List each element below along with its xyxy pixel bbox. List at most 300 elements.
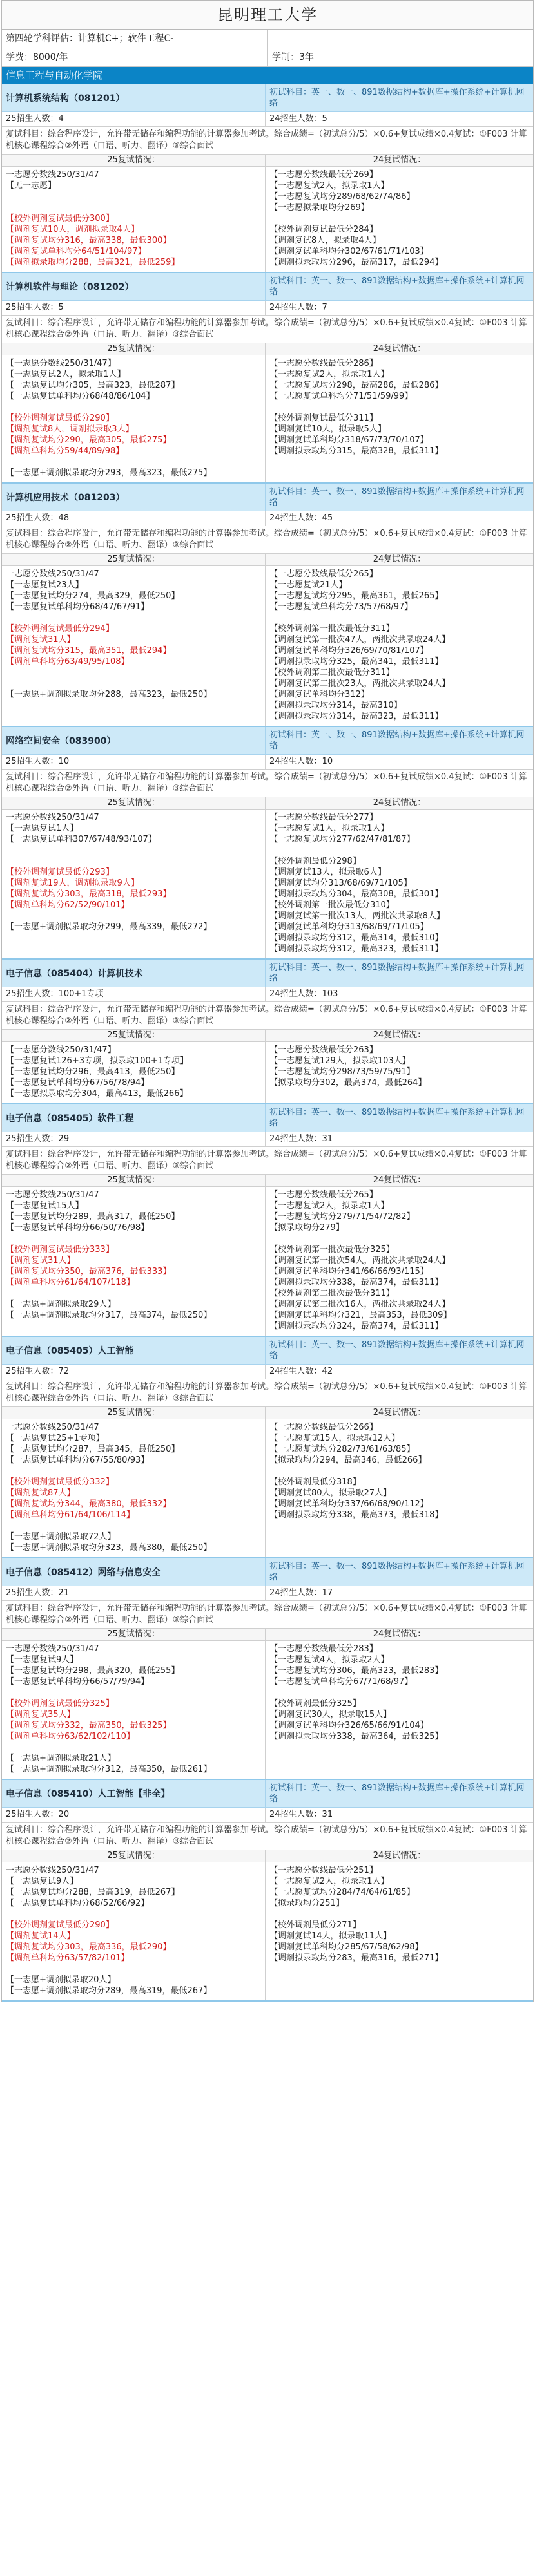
retest-requirements bbox=[2, 1823, 533, 1850]
stat-line: 【调剂拟录取均分315，最高328，最低311】 bbox=[269, 446, 443, 456]
stat-line: 【一志愿复试均分288，最高319，最低267】 bbox=[6, 1888, 180, 1897]
stat-line: 【调剂复试均分315，最高351，最低294】 bbox=[6, 646, 171, 656]
exam-subjects: 初试科目：英一、数一、891数据结构+数据库+操作系统+计算机网络 bbox=[265, 273, 533, 300]
stat-line: 【调剂单科均分59/44/89/98】 bbox=[6, 446, 124, 456]
major-header bbox=[2, 484, 533, 511]
info-row bbox=[2, 30, 533, 48]
stat-line: 【校外调剂最低分271】 bbox=[269, 1920, 361, 1930]
stat-line: 【一志愿+调剂拟录取均分323，最高380，最低250】 bbox=[6, 1543, 212, 1553]
retest-header bbox=[2, 1407, 533, 1419]
stat-line bbox=[6, 678, 261, 689]
stat-line: 【调剂复试均分332，最高350，最低325】 bbox=[6, 1721, 171, 1730]
retest-requirements bbox=[2, 127, 533, 155]
retest-body bbox=[2, 1862, 533, 2000]
stat-line: 【校外调剂最低分318】 bbox=[269, 1477, 361, 1487]
enrollment-25: 25招生人数：5 bbox=[6, 303, 64, 312]
stat-line: 【校外调剂第一批次最低分325】 bbox=[269, 1245, 394, 1255]
stat-line: 【一志愿复试2人，拟录取1人】 bbox=[269, 1201, 389, 1211]
enrollment-24: 24招生人数：7 bbox=[265, 301, 533, 315]
retest-24-heading: 24复试情况： bbox=[265, 343, 533, 355]
stat-line: 【一志愿复试均分298，最高320，最低255】 bbox=[6, 1666, 180, 1676]
stat-line: 【调剂拟录取均分296，最高317，最低294】 bbox=[269, 258, 443, 267]
stat-line: 【校外调剂复试最低分284】 bbox=[269, 225, 378, 234]
stat-line: 【校外调剂复试最低分293】 bbox=[6, 867, 114, 877]
stat-line: 【调剂复试31人】 bbox=[6, 635, 75, 645]
stat-line: 一志愿分数线250/31/47 bbox=[6, 569, 99, 579]
stat-line: 【调剂拟录取均分338，最高374，最低311】 bbox=[269, 1278, 443, 1287]
stat-line: 【校外调剂第一批次最低分311】 bbox=[269, 624, 394, 634]
enrollment-25: 25招生人数：100+1专项 bbox=[6, 989, 104, 999]
exam-subjects: 初试科目：英一、数一、891数据结构+数据库+操作系统+计算机网络 bbox=[265, 1780, 533, 1807]
stat-line: 【一志愿复试均分298/73/59/75/91】 bbox=[269, 1067, 415, 1077]
retest-header bbox=[2, 343, 533, 355]
document-page bbox=[1, 0, 534, 2002]
retest-text: 复试科目：综合程序设计，允许带无储存和编程功能的计算器参加考试。综合成绩=（初试总分/5）×0.6+复试成绩×0.4复试：①F003 计算机核心课程综合②外语（口语、听力、翻译）③综合面试 bbox=[6, 529, 527, 550]
major-block bbox=[2, 1337, 533, 1558]
retest-24-heading: 24复试情况： bbox=[265, 1407, 533, 1419]
stat-line: 【调剂复试第一批次13人，两批次共录取8人】 bbox=[269, 911, 445, 921]
retest-25-column bbox=[2, 1042, 265, 1103]
stat-line: 【调剂拟录取均分325，最高341，最低311】 bbox=[269, 657, 443, 667]
stat-line: 【调剂单科均分63/57/82/101】 bbox=[6, 1953, 130, 1963]
stat-line bbox=[6, 1964, 261, 1975]
stat-line: 【调剂拟录取均分314，最高323，最低311】 bbox=[269, 712, 443, 721]
major-name: 电子信息（085404）计算机技术 bbox=[6, 969, 143, 979]
stat-line: 一志愿分数线250/31/47 bbox=[6, 170, 99, 180]
stat-line: 【调剂复试单科均分64/51/104/97】 bbox=[6, 247, 146, 256]
stat-line: 【拟录取均分279】 bbox=[269, 1223, 344, 1233]
stat-line: 【调剂单科均分61/64/106/114】 bbox=[6, 1510, 135, 1520]
stat-line: 【调剂拟录取均分314，最高310】 bbox=[269, 701, 402, 710]
enrollment-row bbox=[2, 301, 533, 316]
stat-line: 【一志愿复试均分287，最高345，最低250】 bbox=[6, 1444, 180, 1454]
university-title: 昆明理工大学 bbox=[2, 0, 533, 30]
stat-line: 【调剂复试单科均分326/69/70/81/107】 bbox=[269, 646, 429, 656]
stat-line: 【校外调剂最低分298】 bbox=[269, 857, 361, 866]
retest-text: 复试科目：综合程序设计，允许带无储存和编程功能的计算器参加考试。综合成绩=（初试总分/5）×0.6+复试成绩×0.4复试：①F003 计算机核心课程综合②外语（口语、听力、翻译）③综合面试 bbox=[6, 772, 527, 793]
stat-line: 【一志愿复试9人】 bbox=[6, 1877, 79, 1886]
stat-line: 【一志愿分数线250/31/47】 bbox=[6, 359, 116, 368]
retest-text: 复试科目：综合程序设计，允许带无储存和编程功能的计算器参加考试。综合成绩=（初试总分/5）×0.6+复试成绩×0.4复试：①F003 计算机核心课程综合②外语（口语、听力、翻译）③综合面试 bbox=[6, 1005, 527, 1026]
retest-text: 复试科目：综合程序设计，允许带无储存和编程功能的计算器参加考试。综合成绩=（初试总分/5）×0.6+复试成绩×0.4复试：①F003 计算机核心课程综合②外语（口语、听力、翻译）③综合面试 bbox=[6, 129, 527, 151]
stat-line: 【调剂复试单科均分318/67/73/70/107】 bbox=[269, 435, 429, 445]
stat-line: 【调剂复试80人，拟录取27人】 bbox=[269, 1488, 392, 1498]
retest-body bbox=[2, 167, 533, 272]
stat-line: 【调剂拟录取均分288，最高321，最低259】 bbox=[6, 258, 180, 267]
stat-line: 【调剂复试35人】 bbox=[6, 1710, 75, 1719]
stat-line: 【调剂复试87人】 bbox=[6, 1488, 75, 1498]
stat-line: 【一志愿分数线最低分266】 bbox=[269, 1423, 378, 1432]
stat-line: 【一志愿复试均分274，最高329，最低250】 bbox=[6, 591, 180, 601]
retest-25-heading: 25复试情况： bbox=[107, 1408, 160, 1417]
retest-24-heading: 24复试情况： bbox=[265, 155, 533, 166]
enrollment-24: 24招生人数：31 bbox=[265, 1132, 533, 1146]
stat-line: 【一志愿复试单科均分67/56/78/94】 bbox=[6, 1078, 150, 1088]
stat-line: 【调剂复试14人】 bbox=[6, 1931, 75, 1941]
stat-line: 【一志愿+调剂拟录取均分289，最高319，最低267】 bbox=[6, 1986, 212, 1996]
stat-line bbox=[6, 1909, 261, 1920]
stat-line: 【一志愿复试25+1专项】 bbox=[6, 1434, 104, 1443]
stat-line: 【调剂复试10人，调剂拟录取4人】 bbox=[6, 225, 139, 234]
majors-list bbox=[2, 84, 533, 2002]
retest-24-heading: 24复试情况： bbox=[265, 1030, 533, 1041]
enrollment-row bbox=[2, 1808, 533, 1823]
stat-line: 【拟录取均分251】 bbox=[269, 1899, 344, 1908]
college-header: 信息工程与自动化学院 bbox=[2, 67, 533, 84]
stat-line: 【调剂拟录取均分304，最高308，最低301】 bbox=[269, 889, 443, 899]
stat-line: 【调剂复试单科均分302/67/61/71/103】 bbox=[269, 247, 429, 256]
stat-line bbox=[269, 1909, 529, 1920]
retest-24-heading: 24复试情况： bbox=[265, 797, 533, 809]
stat-line: 【调剂复试单科均分337/66/68/90/112】 bbox=[269, 1499, 429, 1509]
stat-line bbox=[269, 1466, 529, 1477]
major-block bbox=[2, 84, 533, 273]
stat-line bbox=[269, 213, 529, 224]
retest-25-heading: 25复试情况： bbox=[107, 798, 160, 808]
major-name: 网络空间安全（083900） bbox=[6, 736, 116, 746]
major-block bbox=[2, 1104, 533, 1337]
stat-line bbox=[269, 1233, 529, 1244]
exam-subjects: 初试科目：英一、数一、891数据结构+数据库+操作系统+计算机网络 bbox=[265, 1558, 533, 1586]
retest-25-column bbox=[2, 1641, 265, 1779]
stat-line: 【一志愿分数线最低分265】 bbox=[269, 569, 378, 579]
stat-line: 【一志愿复试均分296，最高413，最低250】 bbox=[6, 1067, 180, 1077]
stat-line: 【校外调剂复试最低分311】 bbox=[269, 413, 378, 423]
stat-line: 【一志愿复试2人，拟录取1人】 bbox=[269, 181, 389, 191]
stat-line: 【一志愿复试2人，拟录取1人】 bbox=[269, 370, 389, 379]
exam-subjects: 初试科目：英一、数一、891数据结构+数据库+操作系统+计算机网络 bbox=[265, 1337, 533, 1364]
stat-line: 【调剂单科均分63/49/95/108】 bbox=[6, 657, 130, 667]
stat-line: 【调剂复试单科均分313/68/69/71/105】 bbox=[269, 922, 429, 932]
stat-line bbox=[269, 1687, 529, 1698]
stat-line: 【一志愿复试2人，拟录取1人】 bbox=[269, 1877, 389, 1886]
stat-line: 【校外调剂第一批次最低分310】 bbox=[269, 900, 394, 910]
stat-line bbox=[6, 911, 261, 922]
study-length: 学制：3年 bbox=[268, 48, 533, 66]
stat-line: 【一志愿复试均分289/68/62/74/86】 bbox=[269, 192, 415, 202]
major-block bbox=[2, 727, 533, 960]
enrollment-24: 24招生人数：10 bbox=[265, 755, 533, 769]
stat-line: 【校外调剂复试最低分294】 bbox=[6, 624, 114, 634]
stat-line: 【一志愿分数线最低分251】 bbox=[269, 1866, 378, 1875]
stat-line: 【一志愿+调剂拟录取均分299，最高339，最低272】 bbox=[6, 922, 212, 932]
stat-line: 【调剂拟录取均分324，最高374，最低311】 bbox=[269, 1321, 443, 1331]
retest-25-column bbox=[2, 566, 265, 726]
exam-subjects: 初试科目：英一、数一、891数据结构+数据库+操作系统+计算机网络 bbox=[265, 484, 533, 511]
stat-line: 【调剂复试14人，拟录取11人】 bbox=[269, 1931, 392, 1941]
major-header bbox=[2, 84, 533, 112]
retest-24-heading: 24复试情况： bbox=[265, 554, 533, 565]
exam-subjects: 初试科目：英一、数一、891数据结构+数据库+操作系统+计算机网络 bbox=[265, 84, 533, 111]
retest-24-column bbox=[265, 1862, 533, 2000]
retest-25-heading: 25复试情况： bbox=[107, 155, 160, 165]
enrollment-24: 24招生人数：103 bbox=[265, 987, 533, 1001]
retest-requirements bbox=[2, 1601, 533, 1629]
retest-body bbox=[2, 810, 533, 958]
retest-header bbox=[2, 1030, 533, 1042]
stat-line: 【调剂拟录取均分283，最高316，最低271】 bbox=[269, 1953, 443, 1963]
stat-line: 【一志愿复试单科均分66/57/79/94】 bbox=[6, 1677, 150, 1687]
exam-subjects: 初试科目：英一、数一、891数据结构+数据库+操作系统+计算机网络 bbox=[265, 727, 533, 754]
stat-line: 【调剂单科均分63/62/102/110】 bbox=[6, 1732, 135, 1741]
major-name: 电子信息（085405）人工智能 bbox=[6, 1346, 134, 1356]
stat-line: 【一志愿复试单科均分67/55/80/93】 bbox=[6, 1455, 150, 1465]
stat-line: 【校外调剂复试最低分333】 bbox=[6, 1245, 114, 1255]
stat-line: 【一志愿+调剂拟录取21人】 bbox=[6, 1754, 116, 1763]
retest-requirements bbox=[2, 526, 533, 554]
stat-line: 【调剂复试均分290，最高305，最低275】 bbox=[6, 435, 171, 445]
stat-line: 一志愿分数线250/31/47 bbox=[6, 1866, 99, 1875]
stat-line: 【一志愿分数线最低分283】 bbox=[269, 1644, 378, 1654]
stat-line: 【校外调剂复试最低分325】 bbox=[6, 1699, 114, 1709]
stat-line: 【一志愿复试均分277/62/47/81/87】 bbox=[269, 835, 415, 844]
tuition-fee: 学费：8000/年 bbox=[6, 52, 68, 62]
major-header bbox=[2, 1558, 533, 1586]
major-name: 电子信息（085412）网络与信息安全 bbox=[6, 1567, 161, 1578]
discipline-evaluation: 第四轮学科评估：计算机C+；软件工程C- bbox=[6, 33, 174, 44]
retest-25-column bbox=[2, 1862, 265, 2000]
retest-text: 复试科目：综合程序设计，允许带无储存和编程功能的计算器参加考试。综合成绩=（初试总分/5）×0.6+复试成绩×0.4复试：①F003 计算机核心课程综合②外语（口语、听力、翻译）③综合面试 bbox=[6, 318, 527, 339]
retest-24-column bbox=[265, 1042, 533, 1103]
stat-line: 【一志愿分数线最低分263】 bbox=[269, 1045, 378, 1055]
stat-line: 【一志愿+调剂拟录取均分293，最高323，最低275】 bbox=[6, 468, 212, 478]
retest-body bbox=[2, 1641, 533, 1779]
major-name: 电子信息（085405）软件工程 bbox=[6, 1113, 134, 1124]
retest-25-heading: 25复试情况： bbox=[107, 344, 160, 354]
stat-line: 【调剂复试单科均分341/66/66/93/115】 bbox=[269, 1267, 429, 1276]
retest-25-column bbox=[2, 355, 265, 482]
stat-line: 【调剂复试31人】 bbox=[6, 1256, 75, 1265]
stat-line: 【无一志愿】 bbox=[6, 181, 57, 191]
stat-line: 一志愿分数线250/31/47 bbox=[6, 1190, 99, 1200]
enrollment-row bbox=[2, 755, 533, 770]
stat-line: 【调剂复试均分344，最高380，最低332】 bbox=[6, 1499, 171, 1509]
retest-24-column bbox=[265, 1187, 533, 1336]
retest-24-heading: 24复试情况： bbox=[265, 1175, 533, 1186]
stat-line: 【一志愿复试单科均分73/57/68/97】 bbox=[269, 602, 413, 612]
retest-25-heading: 25复试情况： bbox=[107, 1030, 160, 1040]
stat-line: 【一志愿复试单科均分68/47/67/91】 bbox=[6, 602, 150, 612]
retest-25-column bbox=[2, 810, 265, 958]
retest-requirements bbox=[2, 1379, 533, 1407]
retest-body bbox=[2, 1187, 533, 1336]
stat-line: 【调剂拟录取均分312，最高323，最低311】 bbox=[269, 944, 443, 954]
major-name: 计算机系统结构（081201） bbox=[6, 93, 125, 104]
stat-line: 【一志愿复试均分305，最高323，最低287】 bbox=[6, 381, 180, 390]
stat-line: 【拟录取均分302，最高374，最低264】 bbox=[269, 1078, 427, 1088]
exam-subjects: 初试科目：英一、数一、891数据结构+数据库+操作系统+计算机网络 bbox=[265, 1104, 533, 1132]
stat-line: 【校外调剂复试最低分290】 bbox=[6, 413, 114, 423]
stat-line: 【校外调剂复试最低分300】 bbox=[6, 214, 114, 223]
major-name: 计算机软件与理论（081202） bbox=[6, 282, 134, 292]
stat-line bbox=[6, 856, 261, 867]
stat-line: 【一志愿复试1人】 bbox=[6, 824, 79, 833]
stat-line: 【调剂复试均分350，最高376，最低333】 bbox=[6, 1267, 171, 1276]
stat-line: 【一志愿复试1人，拟录取1人】 bbox=[269, 824, 389, 833]
stat-line: 【一志愿复试单科均分68/48/86/104】 bbox=[6, 392, 155, 401]
major-name: 电子信息（085410）人工智能【非全】 bbox=[6, 1789, 170, 1799]
retest-25-column bbox=[2, 1187, 265, 1336]
stat-line bbox=[6, 1288, 261, 1299]
stat-line: 【一志愿复试23人】 bbox=[6, 580, 84, 590]
major-block bbox=[2, 1558, 533, 1780]
major-header bbox=[2, 960, 533, 987]
retest-requirements bbox=[2, 1147, 533, 1175]
major-block bbox=[2, 1780, 533, 2002]
stat-line: 【一志愿+调剂拟录取29人】 bbox=[6, 1300, 116, 1309]
stat-line: 【一志愿拟录取均分304，最高413，最低266】 bbox=[6, 1089, 188, 1099]
stat-line: 一志愿分数线250/31/47 bbox=[6, 1423, 99, 1432]
stat-line: 【一志愿复试单科均分68/52/66/92】 bbox=[6, 1899, 150, 1908]
retest-header bbox=[2, 1629, 533, 1641]
stat-line: 一志愿分数线250/31/47 bbox=[6, 1644, 99, 1654]
stat-line: 【一志愿+调剂拟录取均分312，最高350，最低261】 bbox=[6, 1765, 212, 1774]
major-block bbox=[2, 484, 533, 727]
stat-line bbox=[6, 1687, 261, 1698]
retest-25-heading: 25复试情况： bbox=[107, 554, 160, 564]
stat-line: 【调剂复试均分303，最高336，最低290】 bbox=[6, 1942, 171, 1952]
stat-line: 【调剂复试单科均分326/65/66/91/104】 bbox=[269, 1721, 429, 1730]
stat-line: 【一志愿复试15人，拟录取12人】 bbox=[269, 1434, 400, 1443]
major-block bbox=[2, 960, 533, 1104]
retest-body bbox=[2, 1419, 533, 1557]
retest-25-heading: 25复试情况： bbox=[107, 1851, 160, 1861]
stat-line: 【调剂复试19人，调剂拟录取9人】 bbox=[6, 878, 139, 888]
stat-line: 【一志愿分数线最低分269】 bbox=[269, 170, 378, 180]
enrollment-25: 25招生人数：10 bbox=[6, 757, 70, 766]
stat-line: 【一志愿拟录取均分269】 bbox=[269, 203, 369, 213]
retest-text: 复试科目：综合程序设计，允许带无储存和编程功能的计算器参加考试。综合成绩=（初试总分/5）×0.6+复试成绩×0.4复试：①F003 计算机核心课程综合②外语（口语、听力、翻译）③综合面试 bbox=[6, 1150, 527, 1171]
retest-24-column bbox=[265, 167, 533, 272]
major-header bbox=[2, 1780, 533, 1808]
stat-line: 【一志愿复试均分306，最高323，最低283】 bbox=[269, 1666, 443, 1676]
retest-25-heading: 25复试情况： bbox=[107, 1629, 160, 1639]
stat-line: 【一志愿复试均分284/74/64/61/85】 bbox=[269, 1888, 415, 1897]
stat-line: 【一志愿复试均分289，最高317，最低250】 bbox=[6, 1212, 180, 1222]
stat-line bbox=[269, 402, 529, 413]
stat-line: 【调剂复试单科均分312】 bbox=[269, 690, 369, 699]
stat-line bbox=[6, 457, 261, 468]
stat-line: 【一志愿分数线最低分286】 bbox=[269, 359, 378, 368]
retest-24-column bbox=[265, 566, 533, 726]
stat-line: 【一志愿复试单科均分67/71/68/97】 bbox=[269, 1677, 413, 1687]
enrollment-25: 25招生人数：48 bbox=[6, 513, 70, 523]
stat-line bbox=[269, 845, 529, 856]
retest-24-column bbox=[265, 810, 533, 958]
enrollment-row bbox=[2, 987, 533, 1002]
stat-line: 【一志愿复试均分298，最高286，最低286】 bbox=[269, 381, 443, 390]
stat-line: 【调剂拟录取均分312，最高314，最低310】 bbox=[269, 933, 443, 943]
enrollment-24: 24招生人数：31 bbox=[265, 1808, 533, 1822]
enrollment-24: 24招生人数：42 bbox=[265, 1365, 533, 1379]
stat-line: 【拟录取均分294，最高346，最低266】 bbox=[269, 1455, 427, 1465]
major-header bbox=[2, 273, 533, 301]
retest-header bbox=[2, 155, 533, 167]
stat-line: 【调剂复试单科均分321，最高353，最低309】 bbox=[269, 1311, 452, 1320]
stat-line bbox=[6, 1742, 261, 1753]
stat-line: 【调剂拟录取均分338，最高373，最低318】 bbox=[269, 1510, 443, 1520]
enrollment-25: 25招生人数：72 bbox=[6, 1367, 70, 1376]
stat-line: 【校外调剂复试最低分290】 bbox=[6, 1920, 114, 1930]
stat-line: 【一志愿复试9人】 bbox=[6, 1655, 79, 1665]
enrollment-row bbox=[2, 112, 533, 127]
stat-line: 【调剂复试10人，拟录取5人】 bbox=[269, 424, 386, 434]
retest-text: 复试科目：综合程序设计，允许带无储存和编程功能的计算器参加考试。综合成绩=（初试总分/5）×0.6+复试成绩×0.4复试：①F003 计算机核心课程综合②外语（口语、听力、翻译）③综合面试 bbox=[6, 1825, 527, 1846]
enrollment-row bbox=[2, 1365, 533, 1379]
enrollment-24: 24招生人数：5 bbox=[265, 112, 533, 126]
stat-line: 【一志愿分数线250/31/47】 bbox=[6, 1045, 116, 1055]
enrollment-25: 25招生人数：21 bbox=[6, 1588, 70, 1598]
retest-24-column bbox=[265, 1641, 533, 1779]
stat-line: 【一志愿复试均分279/71/54/72/82】 bbox=[269, 1212, 415, 1222]
enrollment-25: 25招生人数：29 bbox=[6, 1134, 70, 1144]
stat-line: 【调剂复试单科均分285/67/58/62/98】 bbox=[269, 1942, 423, 1952]
empty-cell bbox=[268, 30, 533, 48]
stat-line: 【一志愿分数线最低分277】 bbox=[269, 813, 378, 822]
stat-line: 【调剂复试第一批次54人，两批次共录取24人】 bbox=[269, 1256, 451, 1265]
enrollment-24: 24招生人数：45 bbox=[265, 511, 533, 526]
stat-line bbox=[6, 402, 261, 413]
stat-line: 【校外调剂第二批次最低分311】 bbox=[269, 668, 394, 677]
retest-body bbox=[2, 566, 533, 726]
stat-line: 【一志愿+调剂拟录取均分317，最高374，最低250】 bbox=[6, 1311, 212, 1320]
retest-24-heading: 24复试情况： bbox=[265, 1629, 533, 1640]
stat-line: 【一志愿复试单科307/67/48/93/107】 bbox=[6, 835, 157, 844]
stat-line bbox=[6, 612, 261, 623]
retest-24-column bbox=[265, 1419, 533, 1557]
major-header bbox=[2, 1337, 533, 1365]
stat-line bbox=[6, 1466, 261, 1477]
enrollment-25: 25招生人数：4 bbox=[6, 114, 64, 124]
fee-row bbox=[2, 48, 533, 67]
retest-requirements bbox=[2, 770, 533, 797]
stat-line: 【一志愿复试均分282/73/61/63/85】 bbox=[269, 1444, 415, 1454]
stat-line bbox=[6, 202, 261, 213]
stat-line: 【校外调剂最低分325】 bbox=[269, 1699, 361, 1709]
stat-line: 【一志愿分数线最低分265】 bbox=[269, 1190, 378, 1200]
stat-line: 【调剂单科均分61/64/107/118】 bbox=[6, 1278, 135, 1287]
retest-body bbox=[2, 355, 533, 482]
stat-line: 【调剂复试8人，调剂拟录取3人】 bbox=[6, 424, 134, 434]
retest-text: 复试科目：综合程序设计，允许带无储存和编程功能的计算器参加考试。综合成绩=（初试总分/5）×0.6+复试成绩×0.4复试：①F003 计算机核心课程综合②外语（口语、听力、翻译）③综合面试 bbox=[6, 1382, 527, 1403]
stat-line: 【一志愿复试4人，拟录取2人】 bbox=[269, 1655, 389, 1665]
stat-line bbox=[6, 1520, 261, 1531]
stat-line: 【一志愿+调剂拟录取均分288，最高323，最低250】 bbox=[6, 690, 212, 699]
retest-body bbox=[2, 1042, 533, 1103]
major-header bbox=[2, 727, 533, 755]
retest-header bbox=[2, 797, 533, 810]
retest-text: 复试科目：综合程序设计，允许带无储存和编程功能的计算器参加考试。综合成绩=（初试总分/5）×0.6+复试成绩×0.4复试：①F003 计算机核心课程综合②外语（口语、听力、翻译）③综合面试 bbox=[6, 1604, 527, 1625]
stat-line bbox=[269, 612, 529, 623]
retest-25-heading: 25复试情况： bbox=[107, 1175, 160, 1185]
retest-24-column bbox=[265, 355, 533, 482]
stat-line: 【调剂复试第一批次47人，两批次共录取24人】 bbox=[269, 635, 451, 645]
stat-line: 【调剂单科均分62/52/90/101】 bbox=[6, 900, 130, 910]
retest-requirements bbox=[2, 316, 533, 343]
retest-25-column bbox=[2, 167, 265, 272]
major-block bbox=[2, 273, 533, 484]
stat-line: 【一志愿复试单科均分66/50/76/98】 bbox=[6, 1223, 150, 1233]
retest-header bbox=[2, 1850, 533, 1862]
retest-requirements bbox=[2, 1002, 533, 1030]
stat-line bbox=[6, 845, 261, 856]
exam-subjects: 初试科目：英一、数一、891数据结构+数据库+操作系统+计算机网络 bbox=[265, 960, 533, 987]
stat-line: 【一志愿+调剂拟录取72人】 bbox=[6, 1532, 116, 1542]
stat-line bbox=[6, 1233, 261, 1244]
enrollment-row bbox=[2, 1132, 533, 1147]
stat-line: 【校外调剂第二批次最低分311】 bbox=[269, 1289, 394, 1298]
stat-line bbox=[6, 191, 261, 202]
